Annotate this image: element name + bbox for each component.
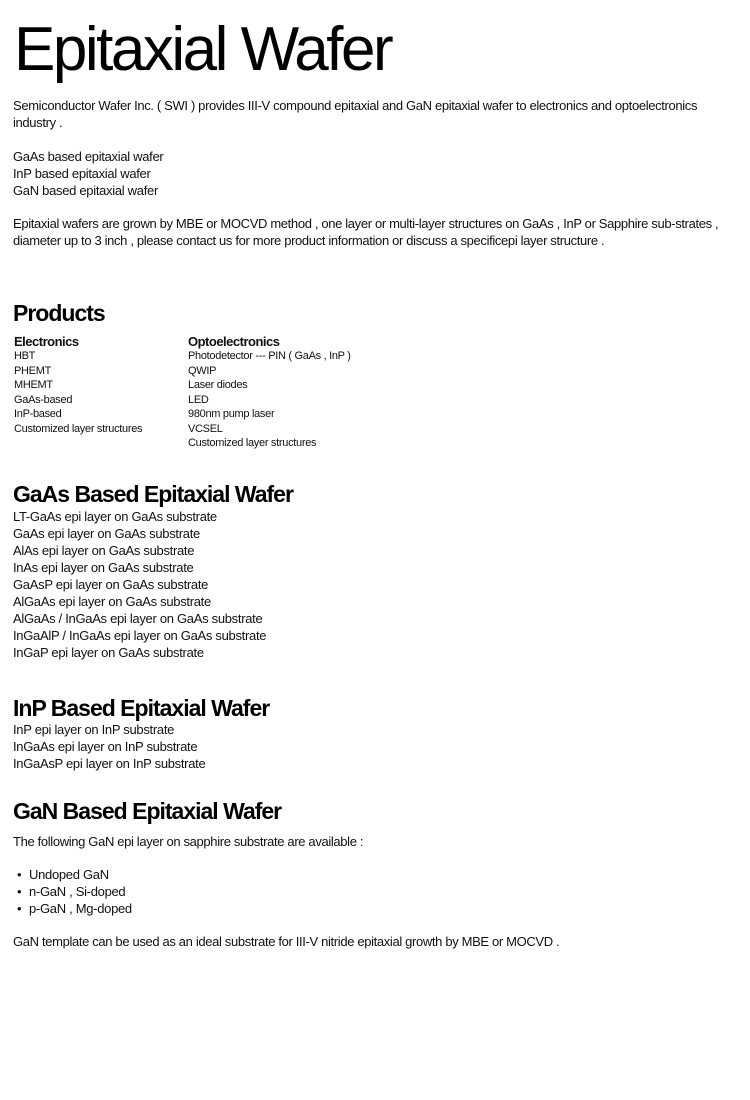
gan-bullet-list [13, 866, 132, 917]
bullet-icon: • [17, 901, 22, 916]
gaas-item: GaAsP epi layer on GaAs substrate [13, 577, 209, 592]
gaas-item: LT-GaAs epi layer on GaAs substrate [13, 509, 217, 524]
optoelectronics-item: Laser diodes [188, 379, 248, 391]
gaas-item: GaAs epi layer on GaAs substrate [13, 526, 200, 541]
gan-bullet-item [13, 900, 132, 917]
gan-intro: The following GaN epi layer on sapphire substrate are available : [13, 834, 364, 849]
page-title: Epitaxial Wafer [14, 15, 392, 84]
gan-heading: GaN Based Epitaxial Wafer [13, 798, 282, 824]
electronics-list [14, 349, 142, 436]
gaas-item: AlGaAs epi layer on GaAs substrate [13, 594, 211, 609]
electronics-item: GaAs-based [14, 393, 73, 406]
electronics-item: InP-based [14, 408, 62, 420]
bullet-icon: • [17, 884, 22, 899]
optoelectronics-item: QWIP [188, 364, 217, 377]
optoelectronics-item: Customized layer structures [188, 437, 317, 449]
gaas-item: InGaP epi layer on GaAs substrate [13, 645, 204, 660]
wafer-type-item: InP based epitaxial wafer [13, 166, 151, 181]
optoelectronics-item: LED [188, 393, 209, 406]
gan-bullet-item [13, 883, 132, 900]
gaas-item: InAs epi layer on GaAs substrate [13, 560, 194, 575]
electronics-item: HBT [14, 350, 36, 362]
optoelectronics-item: VCSEL [188, 422, 223, 435]
gaas-item: InGaAlP / InGaAs epi layer on GaAs substrate [13, 628, 267, 643]
inp-item: InGaAsP epi layer on InP substrate [13, 756, 206, 771]
electronics-column [14, 334, 142, 436]
intro-paragraph: Semiconductor Wafer Inc. ( SWI ) provides III-V compound epitaxial and GaN epitaxial wafer to electronics and optoelectronics industry . [13, 98, 698, 130]
bullet-icon: • [17, 867, 22, 882]
gan-bullet-text: Undoped GaN [29, 867, 109, 882]
wafer-type-item: GaN based epitaxial wafer [13, 183, 158, 198]
growth-paragraph: Epitaxial wafers are grown by MBE or MOCVD method , one layer or multi-layer structures on GaAs , InP or Sapphire sub-strates , diameter up to 3 inch , please contact us for more product information or discuss a specificepi layer structure . [13, 216, 719, 248]
wafer-type-list [13, 148, 163, 199]
electronics-heading: Electronics [14, 334, 79, 349]
electronics-item: PHEMT [14, 364, 52, 377]
optoelectronics-item: 980nm pump laser [188, 408, 275, 420]
inp-heading: InP Based Epitaxial Wafer [13, 695, 270, 721]
gaas-item: AlAs epi layer on GaAs substrate [13, 543, 195, 558]
wafer-type-item: GaAs based epitaxial wafer [13, 149, 164, 164]
optoelectronics-heading: Optoelectronics [188, 334, 280, 349]
optoelectronics-item: Photodetector --- PIN ( GaAs , InP ) [188, 350, 351, 362]
gan-bullet-text: p-GaN , Mg-doped [29, 901, 132, 916]
electronics-item: MHEMT [14, 379, 53, 391]
gaas-heading: GaAs Based Epitaxial Wafer [13, 481, 293, 507]
gan-bullet-text: n-GaN , Si-doped [29, 884, 126, 899]
gaas-item: AlGaAs / InGaAs epi layer on GaAs substrate [13, 611, 263, 626]
inp-item: InP epi layer on InP substrate [13, 722, 175, 737]
inp-item: InGaAs epi layer on InP substrate [13, 739, 198, 754]
optoelectronics-column [188, 334, 351, 451]
gaas-list [13, 508, 266, 661]
gan-bullet-item [13, 866, 132, 883]
products-heading: Products [13, 300, 105, 326]
gan-footer: GaN template can be used as an ideal substrate for III-V nitride epitaxial growth by MBE or MOCVD . [13, 934, 560, 949]
electronics-item: Customized layer structures [14, 422, 143, 435]
inp-list [13, 721, 205, 772]
optoelectronics-list [188, 349, 351, 451]
